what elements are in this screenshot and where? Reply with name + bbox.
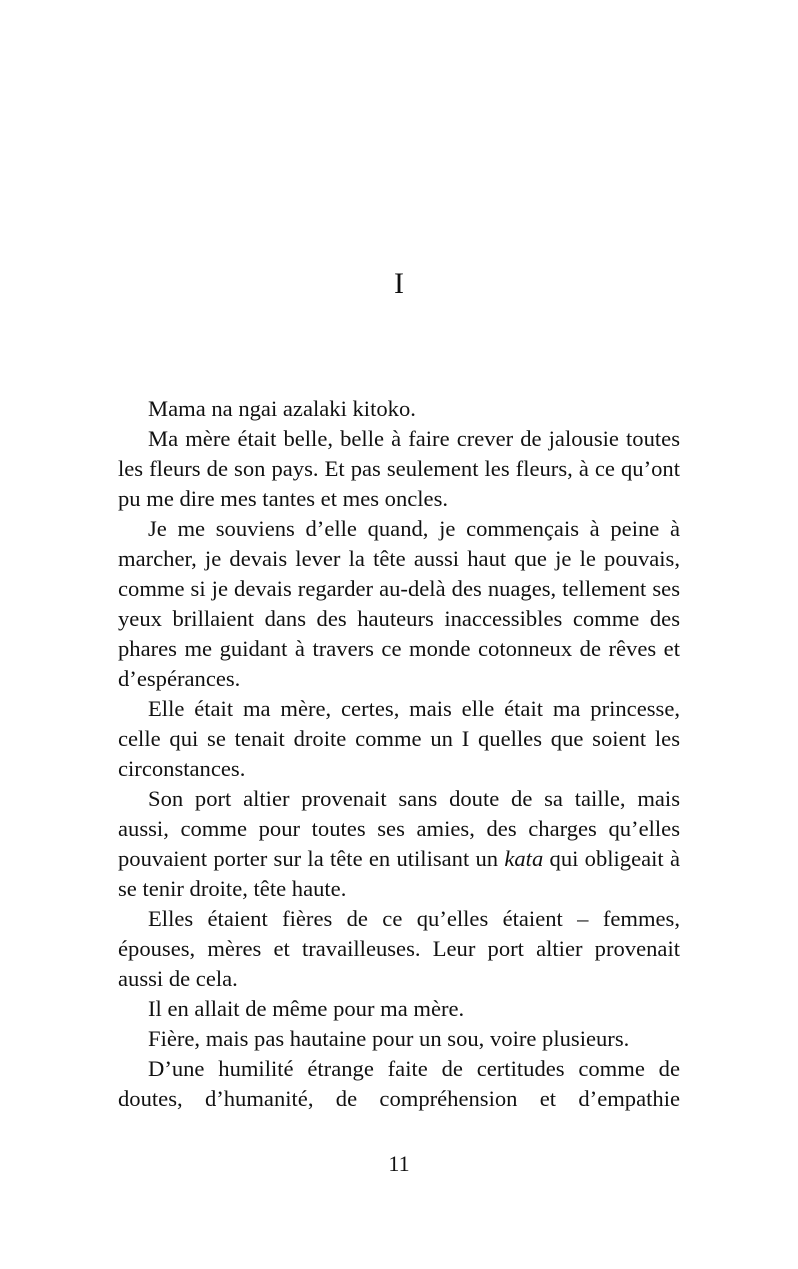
paragraph: Mama na ngai azalaki kitoko. <box>148 396 416 421</box>
paragraph <box>118 784 680 904</box>
page-number: 11 <box>388 1151 410 1176</box>
paragraph: Je me souviens d’elle quand, je commençais à peine à marcher, je devais lever la tête aussi haut que je le pouvais, comme si je devais regarder au-delà des nuages, tellement ses yeux brillaient dans des hauteurs inaccessibles comme des phares me guidant à travers ce monde cotonneux de rêves et d’espérances. <box>118 516 680 691</box>
paragraph: Fière, mais pas hautaine pour un sou, voire plusieurs. <box>148 1026 630 1051</box>
paragraph: D’une humilité étrange faite de certitudes comme de doutes, d’humanité, de compréhension et d’empathie <box>118 1056 680 1111</box>
paragraph-text: Son port altier provenait sans doute de sa taille, mais aussi, comme pour toutes ses amies, des charges qu’elles pouvaient porter sur la tête en utilisant un <box>118 786 680 871</box>
paragraph: Elle était ma mère, certes, mais elle était ma princesse, celle qui se tenait droite comme un I quelles que soient les circonstances. <box>118 696 680 781</box>
body-text <box>118 394 680 1114</box>
chapter-heading: I <box>394 267 404 300</box>
paragraph: Ma mère était belle, belle à faire crever de jalousie toutes les fleurs de son pays. Et pas seulement les fleurs, à ce qu’ont pu me dire mes tantes et mes oncles. <box>118 426 680 511</box>
paragraph-text: qui obligeait à se tenir droite, tête haute. <box>118 846 680 901</box>
paragraph: Il en allait de même pour ma mère. <box>148 996 465 1021</box>
italic-term: kata <box>504 846 544 871</box>
paragraph: Elles étaient fières de ce qu’elles étaient – femmes, épouses, mères et travailleuses. Leur port altier provenait aussi de cela. <box>118 906 680 991</box>
